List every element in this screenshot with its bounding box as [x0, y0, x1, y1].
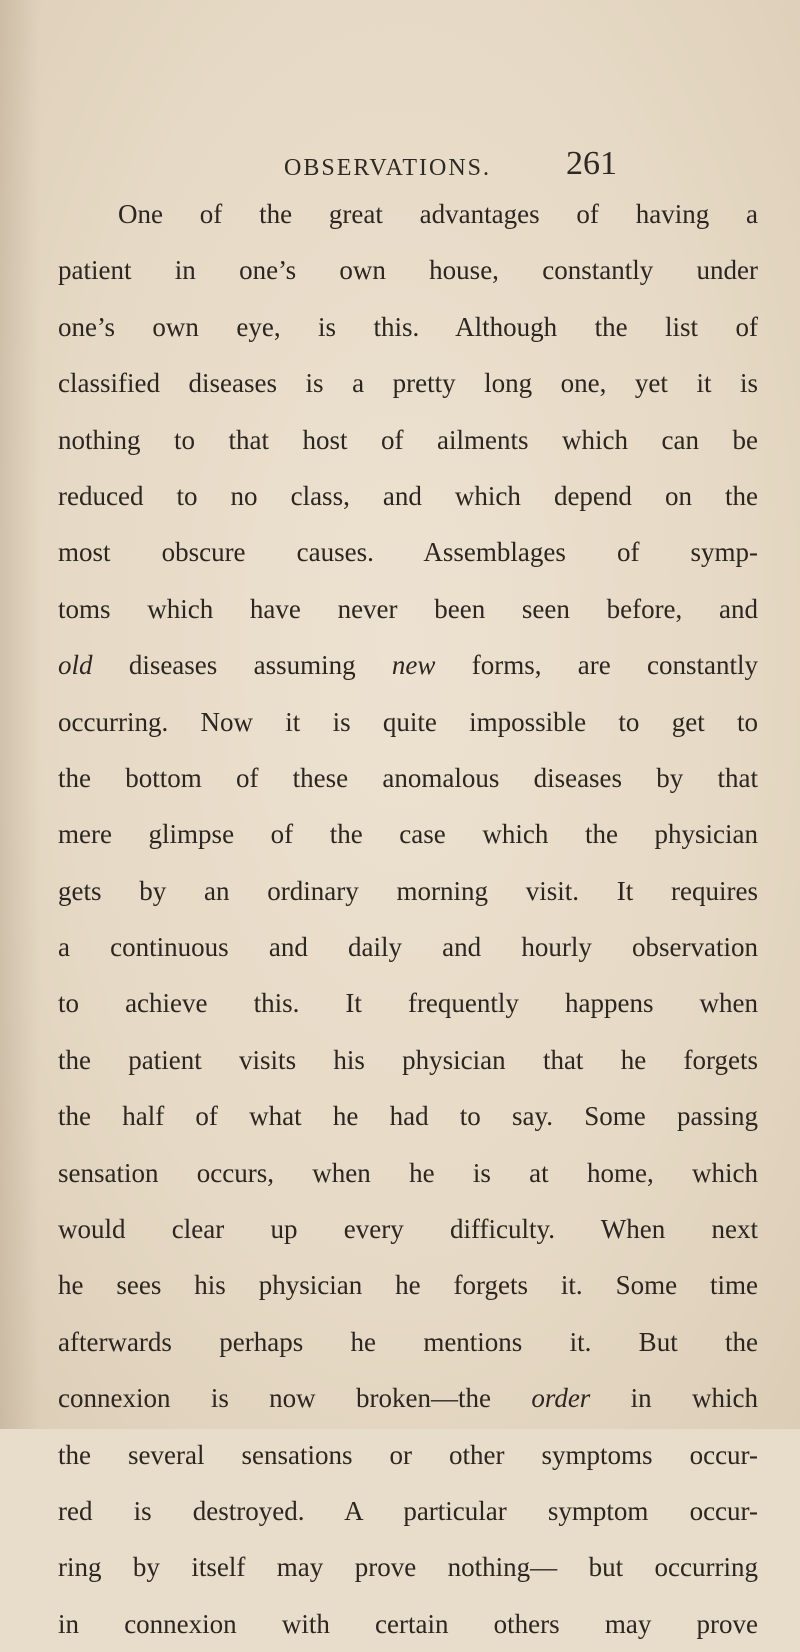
text-line: connexion is now broken—the order in which: [58, 1383, 758, 1414]
text-line: mere glimpse of the case which the physician: [58, 819, 758, 850]
italic-word: old: [58, 650, 93, 681]
text-line: patient in one’s own house, constantly under: [58, 255, 758, 286]
running-head: OBSERVATIONS.: [284, 155, 492, 181]
italic-word: order: [531, 1383, 591, 1414]
text-line: to achieve this. It frequently happens when: [58, 988, 758, 1019]
page-header: [0, 145, 800, 188]
text-line: the bottom of these anomalous diseases by that: [58, 762, 758, 793]
text-line: old diseases assuming new forms, are constantly: [58, 650, 758, 681]
text-line: red is destroyed. A particular symptom occur-: [58, 1495, 758, 1526]
text-line: sensation occurs, when he is at home, which: [58, 1157, 758, 1188]
text-line: the several sensations or other symptoms occur-: [58, 1439, 758, 1470]
text-line: a continuous and daily and hourly observation: [58, 932, 758, 963]
text-line: toms which have never been seen before, and: [58, 593, 758, 624]
text-line: ring by itself may prove nothing— but occurring: [58, 1552, 758, 1583]
page-number: 261: [566, 145, 617, 182]
text-line: occurring. Now it is quite impossible to get to: [58, 706, 758, 737]
text-line: afterwards perhaps he mentions it. But the: [58, 1326, 758, 1357]
text-line: in connexion with certain others may prove: [58, 1608, 758, 1639]
text-line: nothing to that host of ailments which can be: [58, 424, 758, 455]
text-line: would clear up every difficulty. When next: [58, 1214, 758, 1245]
text-line: he sees his physician he forgets it. Some time: [58, 1270, 758, 1301]
text-line: reduced to no class, and which depend on the: [58, 480, 758, 511]
text-line: the patient visits his physician that he forgets: [58, 1044, 758, 1075]
text-line: One of the great advantages of having a: [118, 199, 758, 229]
text-line: most obscure causes. Assemblages of symp-: [58, 537, 758, 568]
text-line: the half of what he had to say. Some passing: [58, 1101, 758, 1132]
body-paragraph: [58, 186, 758, 1652]
page-edge-shadow: [0, 0, 40, 1429]
italic-word: new: [391, 650, 436, 681]
text-line: one’s own eye, is this. Although the list of: [58, 311, 758, 342]
text-line: classified diseases is a pretty long one, yet it is: [58, 368, 758, 399]
text-line: gets by an ordinary morning visit. It requires: [58, 875, 758, 906]
